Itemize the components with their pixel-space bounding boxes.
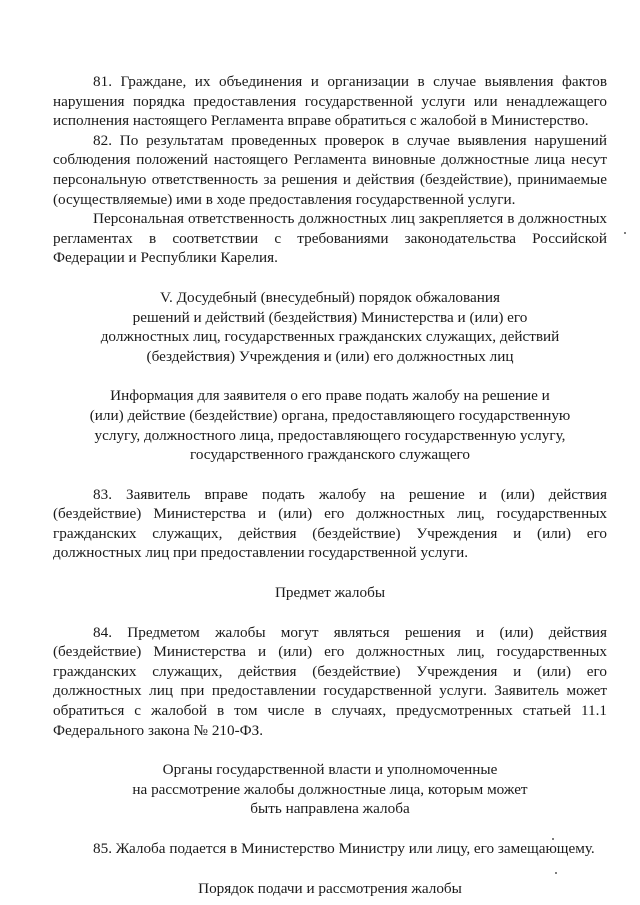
paragraph-81: 81. Граждане, их объединения и организации в случае выявления фактов нарушения порядка предоставления государственной услуги или ненадлежащего исполнения настоящего Регламента вправе обратиться с жалобой в Министерство. — [53, 73, 607, 130]
procedure-heading: Порядок подачи и рассмотрения жалобы — [198, 879, 462, 897]
paragraph-85: 85. Жалоба подается в Министерство Министру или лицу, его замещающему. — [93, 840, 595, 857]
info-heading-line: (или) действие (бездействие) органа, предоставляющего государственную — [89, 406, 571, 424]
section-5-heading-line: (бездействия) Учреждения и (или) его должностных лиц — [146, 347, 514, 365]
info-heading-line: Информация для заявителя о его праве подать жалобу на решение и — [110, 387, 550, 405]
organs-heading-line: быть направлена жалоба — [250, 800, 410, 818]
section-5-heading — [53, 288, 607, 366]
paragraph-83: 83. Заявитель вправе подать жалобу на решение и (или) действия (бездействие) Министерства и (или) его должностных лиц, государственных гражданских служащих, действия (бездействие) Учреждения и (или) его должностных лиц при предоставлении государственной услуги. — [53, 485, 607, 562]
paragraph-personal-responsibility: Персональная ответственность должностных лиц закрепляется в должностных регламентах в соответствии с требованиями законодательства Российской Федерации и Республики Карелия. — [53, 210, 607, 267]
scan-speck — [552, 838, 554, 840]
info-heading-line: услугу, должностного лица, предоставляющего государственную услугу, — [94, 426, 566, 444]
subject-heading: Предмет жалобы — [274, 584, 386, 602]
section-5-heading-line: V. Досудебный (внесудебный) порядок обжалования — [160, 288, 500, 306]
info-heading — [53, 386, 607, 464]
info-heading-line: государственного гражданского служащего — [189, 446, 471, 464]
document-page — [53, 72, 607, 898]
paragraph-82: 82. По результатам проведенных проверок в случае выявления нарушений соблюдения положений настоящего Регламента виновные должностные лица несут персональную ответственность за решения и действия (бездействие), принимаемые (осуществляемые) ими в ходе предоставления государственной услуги. — [53, 131, 607, 208]
organs-heading — [53, 760, 607, 819]
section-5-heading-line: должностных лиц, государственных гражданских служащих, действий — [100, 328, 560, 346]
scan-speck — [555, 872, 557, 874]
organs-heading-line: на рассмотрение жалобы должностные лица, которым может — [132, 780, 528, 798]
scan-speck — [624, 232, 626, 234]
organs-heading-line: Органы государственной власти и уполномоченные — [162, 761, 498, 779]
paragraph-84: 84. Предметом жалобы могут являться решения и (или) действия (бездействие) Министерства и (или) его должностных лиц, государственных гражданских служащих, действия (бездействие) Учреждения и (или) его должностных лиц при предоставлении государственной услуги. Заявитель может обратиться с жалобой в том числе в случаях, предусмотренных статьей 11.1 Федерального закона № 210-ФЗ. — [53, 623, 607, 739]
section-5-heading-line: решений и действий (бездействия) Министерства и (или) его — [132, 308, 528, 326]
